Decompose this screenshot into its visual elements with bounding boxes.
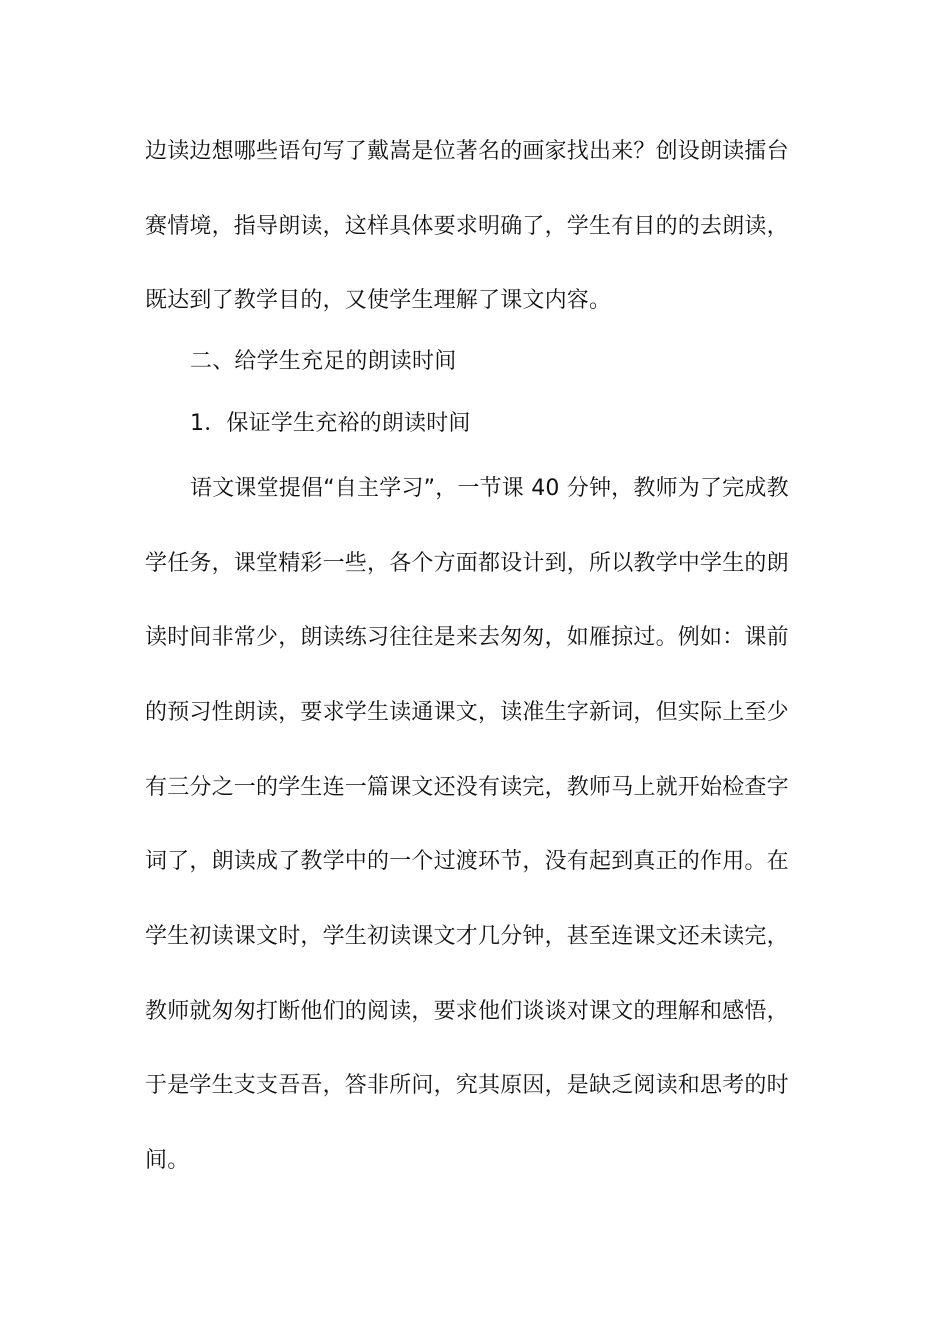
subsection-heading: 1．保证学生充裕的朗读时间 <box>190 411 471 436</box>
paragraph-line: 的预习性朗读，要求学生读通课文，读准生字新词，但实际上至少 <box>145 700 789 725</box>
paragraph-line: 有三分之一的学生连一篇课文还没有读完，教师马上就开始检查字 <box>145 775 789 800</box>
paragraph-line: 既达到了教学目的，又使学生理解了课文内容。 <box>145 288 612 313</box>
section-heading: 二、给学生充足的朗读时间 <box>190 349 457 374</box>
paragraph-line: 语文课堂提倡“自主学习”，一节课 40 分钟，教师为了完成教 <box>190 476 789 501</box>
paragraph-line: 词了，朗读成了教学中的一个过渡环节，没有起到真正的作用。在 <box>145 849 789 874</box>
paragraph-line: 读时间非常少，朗读练习往往是来去匆匆，如雁掠过。例如：课前 <box>145 625 789 650</box>
paragraph-line: 于是学生支支吾吾，答非所问，究其原因，是缺乏阅读和思考的时 <box>145 1073 789 1098</box>
paragraph-line: 学任务，课堂精彩一些，各个方面都设计到，所以教学中学生的朗 <box>145 551 789 576</box>
paragraph-line: 间。 <box>145 1148 190 1173</box>
paragraph-line: 赛情境，指导朗读，这样具体要求明确了，学生有目的的去朗读， <box>145 214 789 239</box>
paragraph-line: 教师就匆匆打断他们的阅读，要求他们谈谈对课文的理解和感悟， <box>145 999 789 1024</box>
paragraph-line: 边读边想哪些语句写了戴嵩是位著名的画家找出来？创设朗读擂台 <box>145 139 789 164</box>
paragraph-line: 学生初读课文时，学生初读课文才几分钟，甚至连课文还未读完， <box>145 924 789 949</box>
